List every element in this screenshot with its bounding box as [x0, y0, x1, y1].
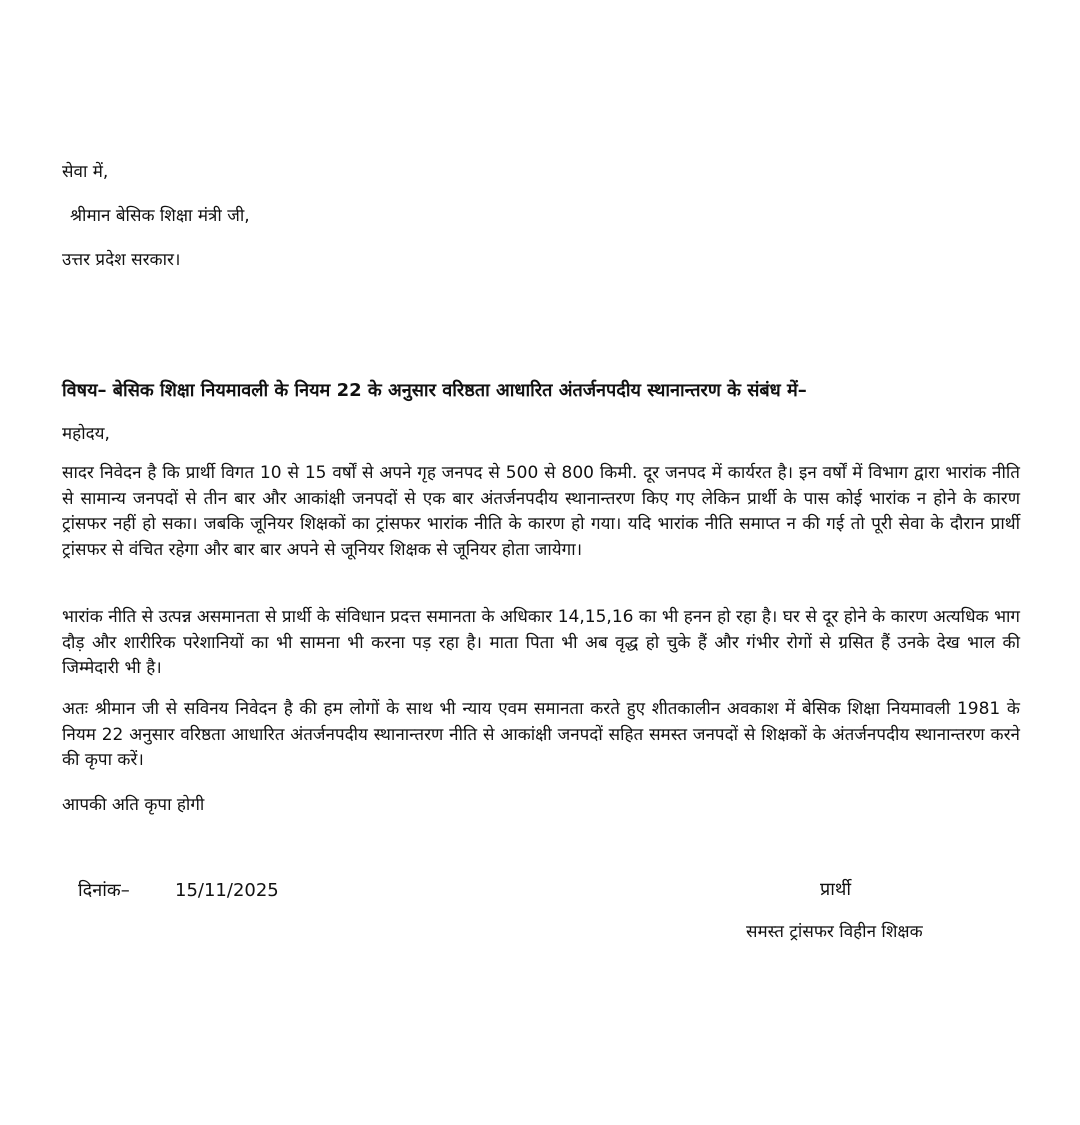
subject-line: विषय– बेसिक शिक्षा नियमावली के नियम 22 के अनुसार वरिष्ठता आधारित अंतर्जनपदीय स्थानान्तरण के संबंध में– — [62, 380, 807, 401]
signoff: प्रार्थी — [820, 879, 852, 900]
body-paragraph-1: सादर निवेदन है कि प्रार्थी विगत 10 से 15 वर्षों से अपने गृह जनपद से 500 से 800 किमी. दूर जनपद में कार्यरत है। इन वर्षों में विभाग द्वारा भारांक नीति से सामान्य जनपदों से तीन बार और आकांक्षी जनपदों से एक बार अंतर्जनपदीय स्थानान्तरण किए गए लेकिन प्रार्थी के पास कोई भारांक न होने के कारण ट्रांसफर नहीं हो सका। जबकि जूनियर शिक्षकों का ट्रांसफर भारांक नीति के कारण हो गया। यदि भारांक नीति समाप्त न की गई तो पूरी सेवा के दौरान प्रार्थी ट्रांसफर से वंचित रहेगा और बार बार अपने से जूनियर शिक्षक से जूनियर होता जायेगा। — [62, 463, 1020, 560]
date-label: दिनांक– — [78, 880, 130, 901]
closing-line: आपकी अति कृपा होगी — [62, 795, 205, 815]
body-paragraph-3: अतः श्रीमान जी से सविनय निवेदन है की हम लोगों के साथ भी न्याय एवम समानता करते हुए शीतकालीन अवकाश में बेसिक शिक्षा नियमावली 1981 के नियम 22 अनुसार वरिष्ठता आधारित अंतर्जनपदीय स्थानान्तरण नीति से आकांक्षी जनपदों सहित समस्त जनपदों से शिक्षकों के अंतर्जनपदीय स्थानान्तरण करने की कृपा करें। — [62, 699, 1020, 770]
body-paragraph-2: भारांक नीति से उत्पन्न असमानता से प्रार्थी के संविधान प्रदत्त समानता के अधिकार 14,15,16 का भी हनन हो रहा है। घर से दूर होने के कारण अत्यधिक भाग दौड़ और शारीरिक परेशानियों का भी सामना भी करना पड़ रहा है। माता पिता भी अब वृद्ध हो चुके हैं और गंभीर रोगों से ग्रसित हैं उनके देख भाल की जिम्मेदारी भी है। — [62, 607, 1020, 678]
greeting: महोदय, — [62, 424, 110, 444]
date-value: 15/11/2025 — [175, 880, 279, 901]
recipient-title: श्रीमान बेसिक शिक्षा मंत्री जी, — [70, 206, 250, 226]
salutation-to: सेवा में, — [62, 162, 109, 182]
date-row — [78, 878, 279, 902]
signatory: समस्त ट्रांसफर विहीन शिक्षक — [746, 922, 923, 942]
recipient-org: उत्तर प्रदेश सरकार। — [62, 250, 181, 270]
